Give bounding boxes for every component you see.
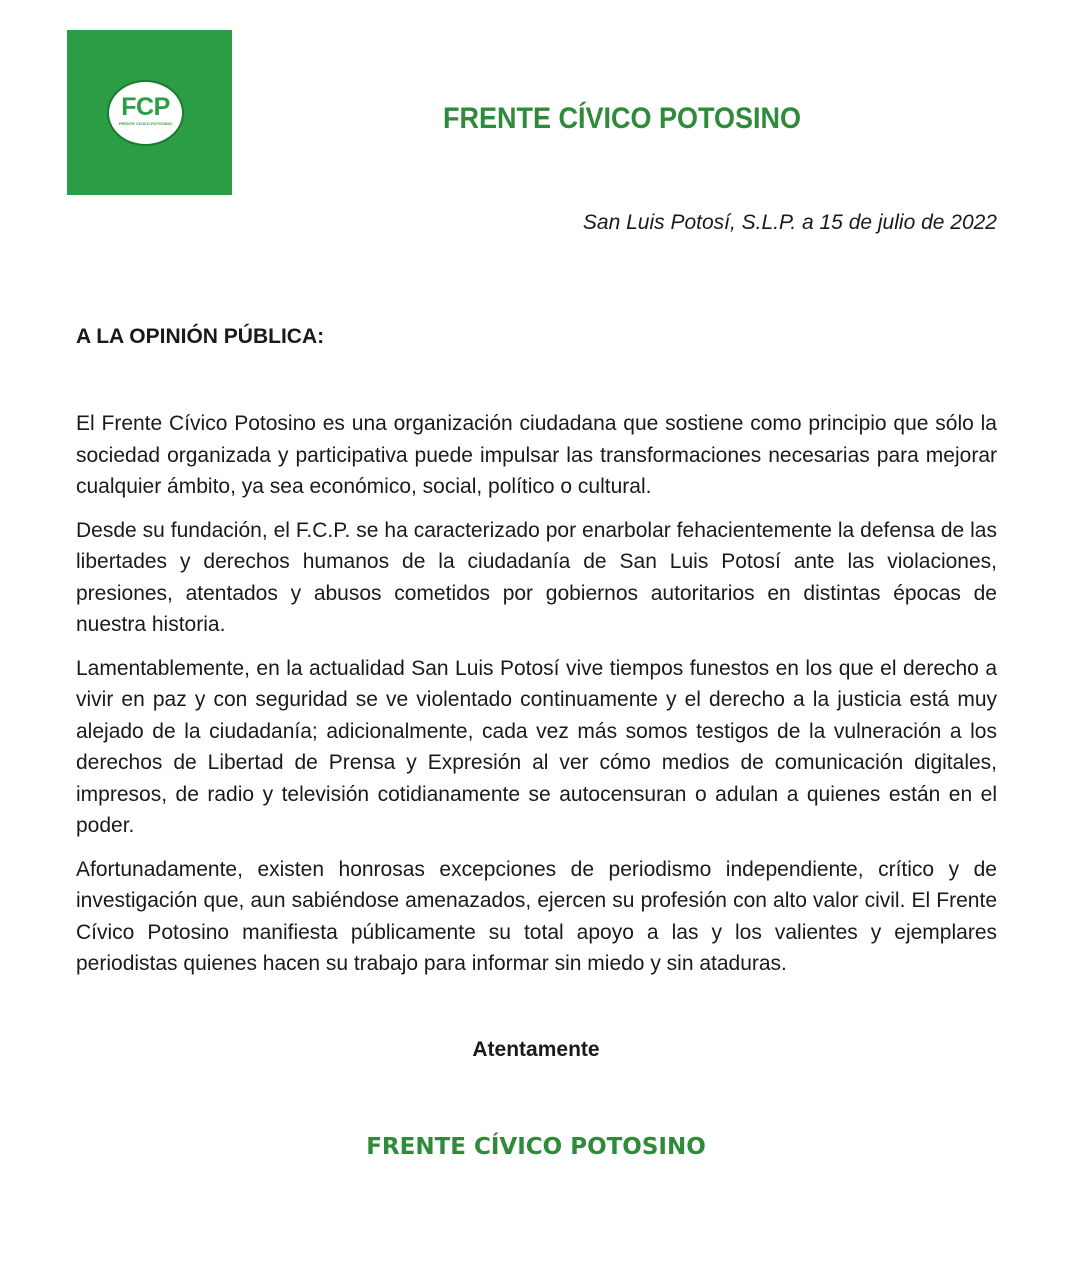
paragraph-1: El Frente Cívico Potosino es una organización ciudadana que sostiene como principio que sólo la sociedad organizada y participativa puede impulsar las transformaciones necesarias para mejorar cualquier ámbito, ya sea económico, social, político o cultural. bbox=[76, 412, 997, 498]
header-title: FRENTE CÍVICO POTOSINO bbox=[443, 102, 802, 135]
logo-block bbox=[67, 30, 232, 195]
signature: FRENTE CÍVICO POTOSINO bbox=[366, 1134, 706, 1160]
salutation: A LA OPINIÓN PÚBLICA: bbox=[76, 325, 325, 348]
paragraph-2: Desde su fundación, el F.C.P. se ha caracterizado por enarbolar fehacientemente la defensa de las libertades y derechos humanos de la ciudadanía de San Luis Potosí ante las violaciones, presiones, atentados y abusos cometidos por gobiernos autoritarios en distintas épocas de nuestra historia. bbox=[76, 518, 997, 636]
date-line: San Luis Potosí, S.L.P. a 15 de julio de 2022 bbox=[582, 211, 997, 234]
paragraph-4: Afortunadamente, existen honrosas excepciones de periodismo independiente, crítico y de investigación que, aun sabiéndose amenazados, ejercen su profesión con alto valor civil. El Frente Cívico Potosino manifiesta públicamente su total apoyo a las y los valientes y ejemplares periodistas quienes hacen su trabajo para informar sin miedo y sin ataduras. bbox=[76, 857, 997, 975]
paragraph-3: Lamentablemente, en la actualidad San Luis Potosí vive tiempos funestos en los que el derecho a vivir en paz y con seguridad se ve violentado continuamente y el derecho a la justicia está muy alejado de la ciudadanía; adicionalmente, cada vez más somos testigos de la vulneración a los derechos de Libertad de Prensa y Expresión al ver cómo medios de comunicación digitales, impresos, de radio y televisión cotidianamente se autocensuran o adulan a quienes están en el poder. bbox=[76, 656, 997, 837]
logo-subtitle: FRENTE CIVICO POTOSINO bbox=[118, 121, 173, 126]
letter-body bbox=[76, 408, 997, 992]
logo-letters: FCP bbox=[121, 93, 170, 121]
closing: Atentamente bbox=[472, 1038, 600, 1061]
logo-emblem bbox=[107, 80, 184, 146]
